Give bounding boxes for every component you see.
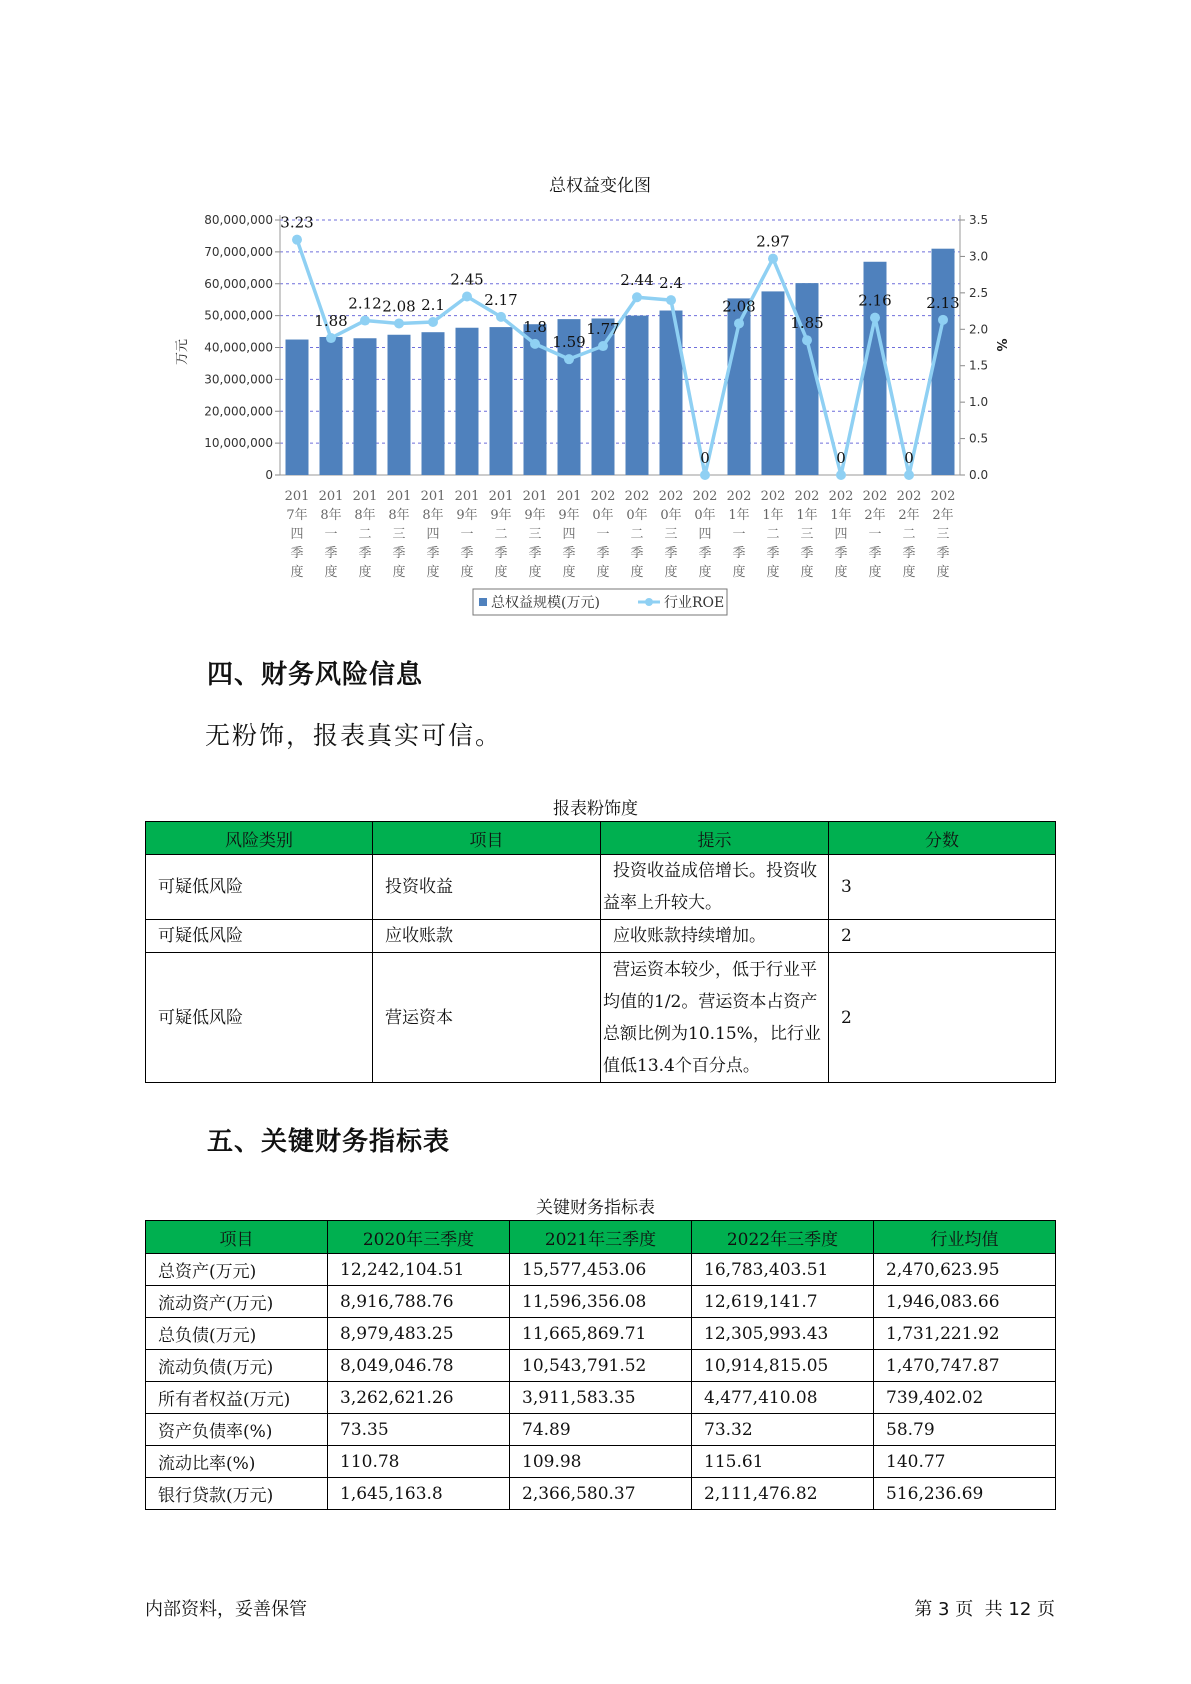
legend-line-label: 行业ROE <box>664 595 725 611</box>
y2-tick-label: 0.5 <box>969 431 989 446</box>
section4-heading: 四、财务风险信息 <box>207 660 424 690</box>
chart-grid <box>280 220 960 443</box>
roe-point <box>326 333 336 343</box>
x-tick-label: 度 <box>426 565 440 580</box>
cell-value: 58.79 <box>874 1414 1056 1446</box>
y2-tick-label: 3.5 <box>969 213 989 227</box>
table-row <box>146 1414 1056 1446</box>
y-tick-label: 70,000,000 <box>204 244 273 259</box>
header-cell: 项目 <box>373 822 601 855</box>
x-tick-label: 0年 <box>626 508 648 523</box>
risk-item: 应收账款 <box>373 920 601 953</box>
cell-value: 1,470,747.87 <box>874 1350 1056 1382</box>
risk-tip: 应收账款持续增加。 <box>601 920 829 953</box>
x-tick-label: 201 <box>352 489 378 504</box>
x-tick-label: 度 <box>800 565 814 580</box>
header-cell: 2021年三季度 <box>510 1221 692 1254</box>
x-tick-label: 四 <box>562 527 576 542</box>
roe-point <box>632 292 642 302</box>
roe-data-label: 1.88 <box>314 312 348 331</box>
x-tick-label: 季 <box>698 546 712 561</box>
risk-score: 2 <box>829 953 1056 1083</box>
bar <box>286 340 309 475</box>
x-tick-label: 9年 <box>490 508 512 523</box>
roe-data-label: 2.12 <box>348 294 382 313</box>
x-tick-label: 202 <box>760 489 786 504</box>
cell-value: 2,111,476.82 <box>692 1478 874 1510</box>
x-tick-label: 7年 <box>286 508 308 523</box>
cell-value: 74.89 <box>510 1414 692 1446</box>
header-cell: 分数 <box>829 822 1056 855</box>
bar <box>762 291 785 475</box>
x-tick-label: 2年 <box>898 508 920 523</box>
x-tick-label: 度 <box>766 565 780 580</box>
table-row <box>146 1286 1056 1318</box>
y2-tick-label: 1.0 <box>969 395 989 410</box>
chart-legend <box>473 589 727 615</box>
roe-point <box>870 313 880 323</box>
x-tick-label: 201 <box>454 489 480 504</box>
x-tick-label: 一 <box>868 527 882 542</box>
table-row <box>146 920 1056 953</box>
x-tick-label: 9年 <box>524 508 546 523</box>
cell-value: 8,049,046.78 <box>328 1350 510 1382</box>
roe-data-label: 2.13 <box>926 293 960 312</box>
x-tick-label: 度 <box>732 565 746 580</box>
header-cell: 风险类别 <box>146 822 373 855</box>
x-tick-label: 三 <box>528 527 542 542</box>
x-tick-label: 季 <box>426 546 440 561</box>
row-label: 资产负债率(%) <box>146 1414 328 1446</box>
roe-point <box>938 315 948 325</box>
x-tick-label: 201 <box>420 489 446 504</box>
legend-bar-swatch <box>479 598 487 606</box>
y-tick-label: 10,000,000 <box>204 436 273 451</box>
x-tick-label: 度 <box>494 565 508 580</box>
x-tick-label: 201 <box>488 489 514 504</box>
header-cell: 行业均值 <box>874 1221 1056 1254</box>
cell-value: 12,305,993.43 <box>692 1318 874 1350</box>
table-row <box>146 1478 1056 1510</box>
cell-value: 12,242,104.51 <box>328 1254 510 1286</box>
x-tick-label: 201 <box>284 489 310 504</box>
x-tick-label: 季 <box>494 546 508 561</box>
x-tick-label: 季 <box>834 546 848 561</box>
x-tick-label: 季 <box>732 546 746 561</box>
table-row <box>146 1382 1056 1414</box>
cell-value: 3,262,621.26 <box>328 1382 510 1414</box>
x-tick-label: 201 <box>318 489 344 504</box>
x-tick-label: 季 <box>664 546 678 561</box>
risk-item: 营运资本 <box>373 953 601 1083</box>
x-tick-label: 202 <box>896 489 922 504</box>
roe-point <box>768 254 778 264</box>
x-tick-label: 度 <box>664 565 678 580</box>
row-label: 总负债(万元) <box>146 1318 328 1350</box>
y2-axis-label: % <box>993 338 1008 352</box>
cell-value: 1,645,163.8 <box>328 1478 510 1510</box>
x-tick-label: 度 <box>460 565 474 580</box>
y-tick-label: 20,000,000 <box>204 404 273 419</box>
row-label: 流动资产(万元) <box>146 1286 328 1318</box>
risk-score: 3 <box>829 855 1056 920</box>
roe-data-label: 2.4 <box>659 274 683 293</box>
x-tick-label: 度 <box>324 565 338 580</box>
roe-data-label: 2.08 <box>382 297 416 316</box>
roe-point <box>530 339 540 349</box>
x-tick-label: 二 <box>630 527 644 542</box>
roe-point <box>292 235 302 245</box>
x-tick-label: 0年 <box>660 508 682 523</box>
roe-point <box>700 470 710 480</box>
x-tick-label: 8年 <box>320 508 342 523</box>
x-tick-label: 1年 <box>830 508 852 523</box>
x-tick-label: 季 <box>290 546 304 561</box>
x-tick-label: 度 <box>630 565 644 580</box>
equity-chart <box>0 0 1191 640</box>
x-tick-label: 1年 <box>762 508 784 523</box>
x-tick-label: 度 <box>936 565 950 580</box>
roe-point <box>496 312 506 322</box>
x-tick-label: 一 <box>460 527 474 542</box>
table-row <box>146 1350 1056 1382</box>
x-tick-label: 季 <box>358 546 372 561</box>
x-tick-label: 二 <box>766 527 780 542</box>
x-tick-label: 1年 <box>796 508 818 523</box>
y2-tick-label: 3.0 <box>969 249 989 264</box>
key-indicator-table <box>145 1220 1056 1510</box>
x-tick-label: 季 <box>460 546 474 561</box>
roe-data-label: 2.17 <box>484 290 518 309</box>
x-tick-label: 季 <box>562 546 576 561</box>
y-tick-label: 60,000,000 <box>204 276 273 291</box>
key-table-caption: 关键财务指标表 <box>536 1198 655 1218</box>
cell-value: 739,402.02 <box>874 1382 1056 1414</box>
cell-value: 11,596,356.08 <box>510 1286 692 1318</box>
x-tick-label: 202 <box>726 489 752 504</box>
row-label: 所有者权益(万元) <box>146 1382 328 1414</box>
risk-item: 投资收益 <box>373 855 601 920</box>
roe-data-label: 2.08 <box>722 297 756 316</box>
table-row <box>146 1318 1056 1350</box>
cell-value: 73.35 <box>328 1414 510 1446</box>
cell-value: 12,619,141.7 <box>692 1286 874 1318</box>
y-tick-label: 50,000,000 <box>204 308 273 323</box>
cell-value: 115.61 <box>692 1446 874 1478</box>
roe-point <box>598 341 608 351</box>
x-tick-label: 季 <box>392 546 406 561</box>
cell-value: 3,911,583.35 <box>510 1382 692 1414</box>
roe-point <box>564 354 574 364</box>
x-tick-label: 季 <box>630 546 644 561</box>
roe-point <box>836 470 846 480</box>
x-tick-label: 季 <box>800 546 814 561</box>
risk-table-header <box>146 822 1056 855</box>
x-tick-label: 202 <box>590 489 616 504</box>
risk-category: 可疑低风险 <box>146 920 373 953</box>
bar <box>320 337 343 475</box>
cell-value: 10,543,791.52 <box>510 1350 692 1382</box>
x-tick-label: 三 <box>664 527 678 542</box>
cell-value: 2,366,580.37 <box>510 1478 692 1510</box>
risk-score: 2 <box>829 920 1056 953</box>
x-tick-label: 2年 <box>864 508 886 523</box>
row-label: 流动比率(%) <box>146 1446 328 1478</box>
x-tick-label: 201 <box>556 489 582 504</box>
risk-category: 可疑低风险 <box>146 953 373 1083</box>
y-tick-label: 80,000,000 <box>204 213 273 227</box>
cell-value: 15,577,453.06 <box>510 1254 692 1286</box>
y-axis-label: 万元 <box>175 338 190 366</box>
cell-value: 10,914,815.05 <box>692 1350 874 1382</box>
header-cell: 2022年三季度 <box>692 1221 874 1254</box>
roe-point <box>904 470 914 480</box>
y2-tick-label: 2.0 <box>969 322 989 337</box>
legend-line-marker <box>645 598 653 606</box>
x-tick-label: 201 <box>386 489 412 504</box>
x-tick-label: 一 <box>732 527 746 542</box>
x-tick-label: 度 <box>868 565 882 580</box>
x-tick-label: 三 <box>392 527 406 542</box>
x-tick-label: 季 <box>766 546 780 561</box>
roe-data-label: 0 <box>700 449 710 467</box>
x-tick-label: 度 <box>392 565 406 580</box>
cell-value: 140.77 <box>874 1446 1056 1478</box>
roe-data-label: 1.77 <box>586 320 620 339</box>
x-tick-label: 8年 <box>422 508 444 523</box>
x-tick-label: 9年 <box>558 508 580 523</box>
x-tick-label: 0年 <box>694 508 716 523</box>
risk-table <box>145 821 1056 1083</box>
x-tick-label: 201 <box>522 489 548 504</box>
cell-value: 4,477,410.08 <box>692 1382 874 1414</box>
x-tick-label: 0年 <box>592 508 614 523</box>
risk-category: 可疑低风险 <box>146 855 373 920</box>
x-tick-label: 二 <box>358 527 372 542</box>
x-tick-label: 度 <box>902 565 916 580</box>
x-tick-label: 8年 <box>388 508 410 523</box>
cell-value: 73.32 <box>692 1414 874 1446</box>
x-tick-label: 季 <box>902 546 916 561</box>
x-tick-label: 三 <box>800 527 814 542</box>
header-cell: 项目 <box>146 1221 328 1254</box>
row-label: 总资产(万元) <box>146 1254 328 1286</box>
cell-value: 8,916,788.76 <box>328 1286 510 1318</box>
bar <box>626 316 649 475</box>
row-label: 银行贷款(万元) <box>146 1478 328 1510</box>
roe-data-label: 2.44 <box>620 271 654 290</box>
x-tick-label: 9年 <box>456 508 478 523</box>
bar <box>388 335 411 475</box>
table-row <box>146 1254 1056 1286</box>
y2-tick-label: 0.0 <box>969 468 989 482</box>
x-tick-label: 四 <box>698 527 712 542</box>
roe-data-label: 1.85 <box>790 314 824 333</box>
roe-data-label: 1.59 <box>552 333 586 352</box>
x-tick-label: 季 <box>868 546 882 561</box>
x-tick-label: 202 <box>862 489 888 504</box>
cell-value: 2,470,623.95 <box>874 1254 1056 1286</box>
roe-point <box>394 318 404 328</box>
x-tick-label: 度 <box>528 565 542 580</box>
x-tick-label: 2年 <box>932 508 954 523</box>
legend-bar-label: 总权益规模(万元) <box>491 595 600 611</box>
x-tick-label: 202 <box>658 489 684 504</box>
x-tick-label: 一 <box>324 527 338 542</box>
chart-title: 总权益变化图 <box>549 176 651 196</box>
roe-data-label: 3.23 <box>280 213 314 232</box>
roe-data-label: 1.8 <box>523 317 547 336</box>
header-cell: 提示 <box>601 822 829 855</box>
x-tick-label: 202 <box>692 489 718 504</box>
x-tick-label: 一 <box>596 527 610 542</box>
x-tick-label: 202 <box>828 489 854 504</box>
x-tick-label: 季 <box>936 546 950 561</box>
y-tick-label: 40,000,000 <box>204 340 273 355</box>
x-tick-label: 四 <box>290 527 304 542</box>
cell-value: 11,665,869.71 <box>510 1318 692 1350</box>
roe-data-label: 0 <box>836 449 846 467</box>
cell-value: 109.98 <box>510 1446 692 1478</box>
risk-table-caption: 报表粉饰度 <box>553 799 638 819</box>
cell-value: 516,236.69 <box>874 1478 1056 1510</box>
x-tick-label: 度 <box>290 565 304 580</box>
page-number: 第 3 页 共 12 页 <box>914 1599 1055 1620</box>
roe-point <box>360 316 370 326</box>
footer-note: 内部资料，妥善保管 <box>145 1599 307 1620</box>
table-row <box>146 855 1056 920</box>
x-tick-label: 度 <box>596 565 610 580</box>
bar <box>456 328 479 475</box>
roe-point <box>666 295 676 305</box>
x-tick-label: 202 <box>624 489 650 504</box>
cell-value: 110.78 <box>328 1446 510 1478</box>
roe-point <box>802 335 812 345</box>
x-tick-label: 二 <box>494 527 508 542</box>
section4-text: 无粉饰，报表真实可信。 <box>205 721 503 750</box>
chart-axes <box>275 215 965 475</box>
x-tick-label: 202 <box>930 489 956 504</box>
risk-tip: 投资收益成倍增长。投资收益率上升较大。 <box>601 855 829 920</box>
cell-value: 1,731,221.92 <box>874 1318 1056 1350</box>
x-tick-label: 度 <box>358 565 372 580</box>
table-row <box>146 1446 1056 1478</box>
roe-data-label: 2.45 <box>450 270 484 289</box>
row-label: 流动负债(万元) <box>146 1350 328 1382</box>
x-tick-label: 季 <box>528 546 542 561</box>
bar <box>490 327 513 475</box>
x-tick-label: 8年 <box>354 508 376 523</box>
roe-data-label: 2.16 <box>858 291 892 310</box>
cell-value: 1,946,083.66 <box>874 1286 1056 1318</box>
x-tick-label: 季 <box>324 546 338 561</box>
y2-tick-label: 2.5 <box>969 285 989 300</box>
key-table-header <box>146 1221 1056 1254</box>
y-tick-label: 0 <box>265 468 273 482</box>
x-tick-label: 季 <box>596 546 610 561</box>
x-tick-label: 二 <box>902 527 916 542</box>
x-tick-label: 度 <box>834 565 848 580</box>
y2-tick-label: 1.5 <box>969 358 989 373</box>
x-tick-label: 四 <box>426 527 440 542</box>
bar <box>422 332 445 475</box>
section5-heading: 五、关键财务指标表 <box>207 1127 451 1157</box>
roe-data-label: 0 <box>904 449 914 467</box>
roe-point <box>462 292 472 302</box>
roe-data-label: 2.1 <box>421 296 445 314</box>
roe-data-label: 2.97 <box>756 232 790 251</box>
cell-value: 8,979,483.25 <box>328 1318 510 1350</box>
line-series <box>280 214 959 480</box>
x-tick-label: 1年 <box>728 508 750 523</box>
x-tick-label: 202 <box>794 489 820 504</box>
x-tick-label: 四 <box>834 527 848 542</box>
x-tick-label: 三 <box>936 527 950 542</box>
table-row <box>146 953 1056 1083</box>
bar <box>354 338 377 475</box>
x-tick-label: 度 <box>698 565 712 580</box>
header-cell: 2020年三季度 <box>328 1221 510 1254</box>
roe-point <box>428 317 438 327</box>
roe-point <box>734 318 744 328</box>
cell-value: 16,783,403.51 <box>692 1254 874 1286</box>
y-tick-label: 30,000,000 <box>204 372 273 387</box>
x-tick-label: 度 <box>562 565 576 580</box>
risk-tip: 营运资本较少，低于行业平均值的1/2。营运资本占资产总额比例为10.15%，比行业值低13.4个百分点。 <box>601 953 829 1083</box>
